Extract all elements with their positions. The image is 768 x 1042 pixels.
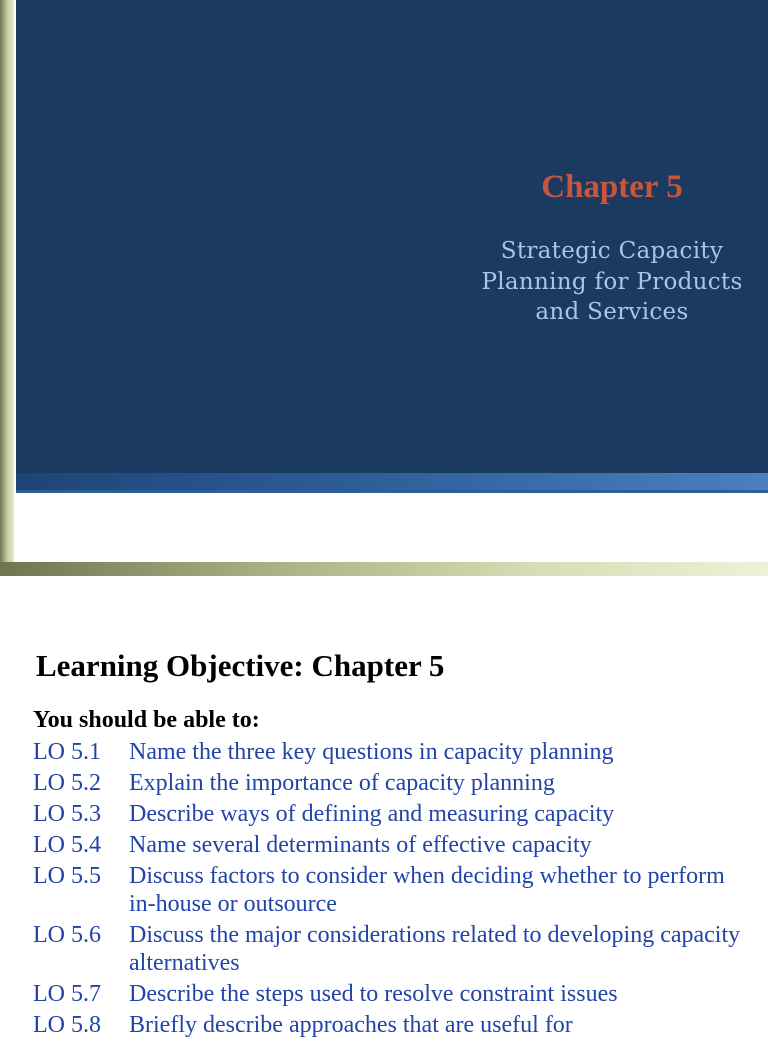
chapter-subtitle: Strategic Capacity Planning for Products and Services — [481, 238, 743, 325]
objective-item — [33, 1011, 753, 1040]
objective-code: LO 5.3 — [33, 800, 101, 827]
objective-code: LO 5.8 — [33, 1012, 101, 1039]
objective-item — [33, 800, 753, 829]
objective-code: LO 5.4 — [33, 831, 101, 858]
objective-code: LO 5.5 — [33, 862, 101, 889]
objective-code: LO 5.1 — [33, 739, 101, 765]
objective-text: Describe the steps used to resolve constraint issues — [129, 981, 618, 1008]
slide-frame-left-strip — [0, 0, 14, 576]
objectives-list — [33, 738, 753, 1042]
objective-item — [33, 862, 753, 919]
chapter-title: Chapter 5 — [541, 169, 683, 205]
objective-text: Name the three key questions in capacity planning — [129, 739, 614, 765]
objective-code: LO 5.6 — [33, 921, 101, 948]
objective-text: Discuss factors to consider when deciding whether to perform in-house or outsource — [129, 862, 725, 918]
objective-text: Briefly describe approaches that are useful for — [129, 1012, 573, 1039]
objective-item — [33, 769, 753, 798]
objectives-heading: Learning Objective: Chapter 5 — [36, 648, 445, 683]
objective-item — [33, 831, 753, 860]
objective-text: Name several determinants of effective capacity — [129, 831, 592, 858]
objective-item — [33, 738, 753, 767]
objective-code: LO 5.2 — [33, 769, 101, 796]
accent-bar-underline — [16, 490, 768, 493]
objective-item — [33, 921, 753, 978]
objective-text: Discuss the major considerations related to developing capacity alternatives — [129, 921, 741, 977]
objective-item — [33, 980, 753, 1009]
objectives-intro: You should be able to: — [33, 707, 260, 733]
objective-code: LO 5.7 — [33, 981, 101, 1008]
objective-text: Explain the importance of capacity planning — [129, 769, 555, 796]
slide-frame-bottom-strip — [0, 562, 768, 576]
objectives-slide — [0, 576, 768, 1039]
objective-text: Describe ways of defining and measuring capacity — [129, 800, 615, 827]
